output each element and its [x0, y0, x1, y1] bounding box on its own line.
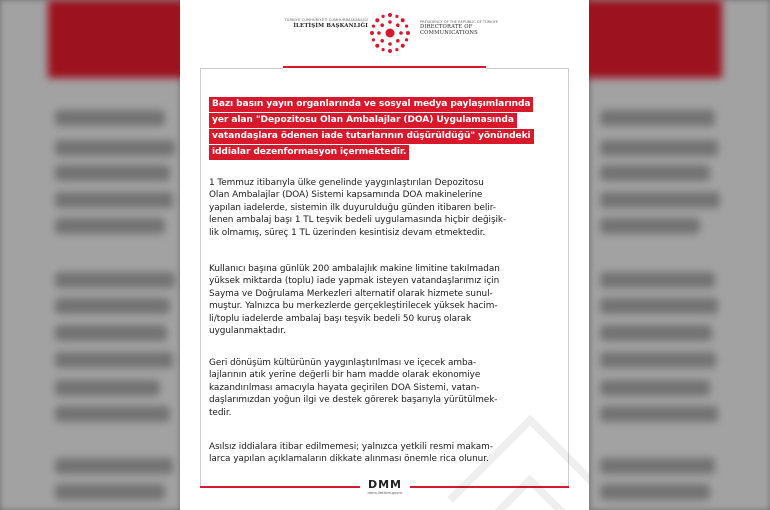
headline-line — [209, 123, 564, 141]
paragraph-line: Olan Ambalajlar (DOA) Sistemi kapsamında DOA makinelerine — [209, 190, 483, 201]
headline-text: yer alan "Depozitosu Olan Ambalajlar (DOA) Uygulamasında — [209, 113, 517, 128]
headline-line — [209, 107, 564, 125]
paragraph-line: li/toplu iadelerde ambalaj başı teşvik bedeli 50 kuruş olarak — [209, 313, 472, 324]
header-right-title — [420, 20, 520, 36]
paragraph-line: tedir. — [209, 407, 232, 418]
paragraph-line: kazandırılması amacıyla hayata geçirilen DOA Sistemi, vatan- — [209, 382, 480, 393]
paragraph-line: uygulanmaktadır. — [209, 326, 286, 337]
paragraph-line: yüksek miktarda (toplu) iade yapmak isteyen vatandaşlarımız için — [209, 276, 500, 287]
paragraph-line: daşlarımızdan yoğun ilgi ve destek görerek başarıyla yürütülmek- — [209, 395, 498, 406]
dmm-logo: DMM — [367, 478, 403, 491]
paragraph-line: Sayma ve Doğrulama Merkezleri alternatif olarak hizmete sunul- — [209, 288, 493, 299]
headline-text: Bazı basın yayın organlarında ve sosyal medya paylaşımlarında — [209, 97, 533, 112]
frame-bottom-accent — [200, 486, 360, 488]
paragraph-line: lenen ambalaj başı 1 TL teşvik bedeli uygulamasında hiçbir değişik- — [209, 215, 507, 226]
frame-border — [200, 68, 283, 69]
paragraph-line: 1 Temmuz itibarıyla ülke genelinde yaygınlaştırılan Depozitosu — [209, 178, 484, 188]
headline-text: vatandaşlara ödenen iade tutarlarının düşürüldüğü" yönündeki — [209, 129, 534, 144]
statement-header — [180, 0, 589, 64]
headline-text: iddialar dezenformasyon içermektedir. — [209, 145, 409, 160]
footer-logo — [344, 478, 426, 495]
header-right-heading-1: DIRECTORATE OF — [420, 24, 473, 30]
frame-border — [200, 68, 201, 486]
header-right-heading-2: COMMUNICATIONS — [420, 30, 478, 36]
header-left-caption: TÜRKİYE CUMHURİYETİ CUMHURBAŞKANLIĞI — [284, 18, 368, 22]
headline-line — [209, 91, 564, 109]
dmm-website: dmm.iletisim.gov.tr — [367, 491, 403, 495]
presidential-seal-icon — [368, 11, 412, 55]
watermark-pattern-icon — [430, 380, 589, 510]
paragraph-2 — [209, 263, 561, 337]
header-right-caption: PRESIDENCY OF THE REPUBLIC OF TÜRKİYE — [420, 20, 499, 24]
paragraph-line: Geri dönüşüm kültürünün yaygınlaştırılması ve içecek amba- — [209, 358, 477, 368]
paragraph-line: muştur. Yalnızca bu merkezlerde gerçekleştirilecek yüksek hacim- — [209, 301, 498, 312]
paragraph-line: yapılan iadelerde, sistemin ilk duyurulduğu günden itibaren belir- — [209, 202, 496, 213]
headline — [209, 91, 564, 155]
paragraph-line: larca yapılan açıklamaların dikkate alınması önemle rica olunur. — [209, 454, 489, 465]
paragraph-line: Kullanıcı başına günlük 200 ambalajlık makine limitine takılmadan — [209, 264, 500, 274]
press-statement-card — [180, 0, 589, 510]
paragraph-line: lik olmamış, süreç 1 TL üzerinden kesintisiz devam etmektedir. — [209, 227, 486, 238]
paragraph-line: Asılsız iddialara itibar edilmemesi; yalnızca yetkili resmi makam- — [209, 442, 493, 452]
header-left-title — [278, 18, 368, 29]
header-left-heading: İLETİŞİM BAŞKANLIĞI — [293, 23, 368, 29]
paragraph-1 — [209, 177, 561, 239]
header-divider — [283, 66, 486, 68]
frame-border — [486, 68, 569, 69]
paragraph-line: lajlarının atık yerine değerli bir ham madde olarak ekonomiye — [209, 370, 481, 381]
